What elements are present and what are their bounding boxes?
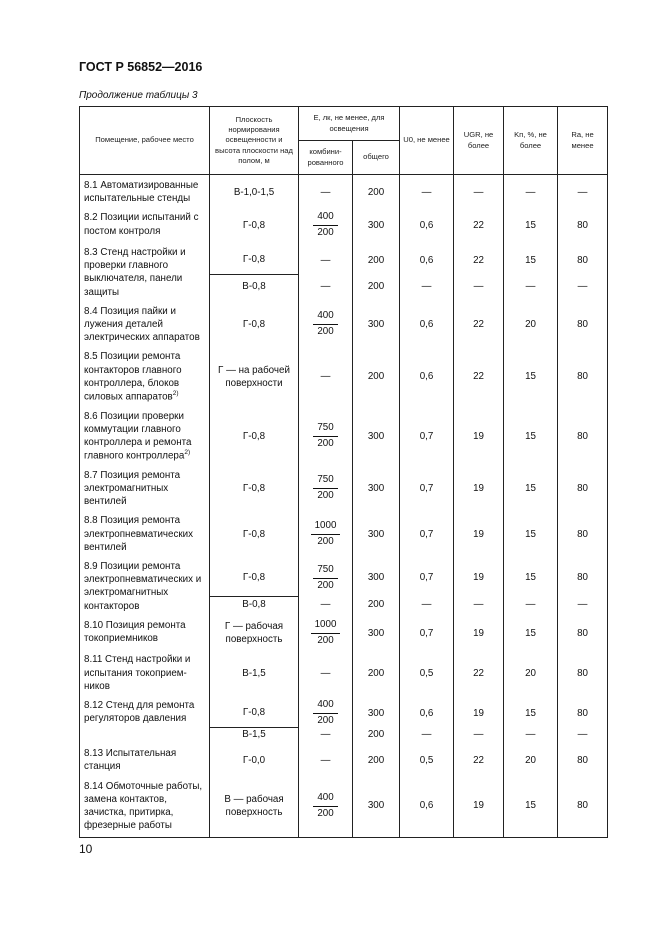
- room-label: 8.4 Позиция пайки и лужения деталей электрических аппаратов: [84, 305, 200, 344]
- cell-general: 300: [353, 774, 400, 837]
- footnote-mark: 2): [184, 449, 191, 457]
- table-row: [80, 647, 608, 693]
- header-general: общего: [353, 141, 400, 175]
- cell-plane: Г-0,8: [210, 205, 299, 239]
- cell-ugr: 22: [454, 741, 504, 773]
- cell-plane: В — рабочая поверхность: [210, 774, 299, 837]
- cell-u0: —: [400, 275, 454, 299]
- cell-combined: —: [299, 596, 353, 613]
- cell-u0: 0,6: [400, 693, 454, 727]
- header-room: Помещение, рабочее место: [80, 107, 210, 175]
- cell-u0: 0,7: [400, 613, 454, 647]
- header-u0: U0, не менее: [400, 107, 454, 175]
- cell-plane: Г-0,8: [210, 240, 299, 275]
- fraction-numerator: 1000: [311, 619, 341, 634]
- cell-plane: Г-0,8: [210, 463, 299, 509]
- cell-kp: 20: [504, 647, 558, 693]
- cell-ugr: 19: [454, 693, 504, 727]
- room-label: 8.13 Испытательная станция: [84, 748, 177, 773]
- cell-ugr: —: [454, 175, 504, 206]
- cell-kp: —: [504, 596, 558, 613]
- header-ugr: UGR, не более: [454, 107, 504, 175]
- cell-ugr: 19: [454, 774, 504, 837]
- cell-ra: 80: [558, 463, 608, 509]
- table-row: [80, 344, 608, 403]
- fraction-numerator: 1000: [311, 520, 341, 535]
- cell-general: 200: [353, 275, 400, 299]
- room-cell: [80, 647, 210, 693]
- table-caption: Продолжение таблицы 3: [79, 90, 198, 101]
- header-plane: Плоскость нормирования освещенности и высота плоскости над полом, м: [210, 107, 299, 175]
- cell-u0: 0,7: [400, 463, 454, 509]
- fraction: [313, 564, 337, 592]
- page-number: 10: [79, 842, 93, 856]
- cell-plane: В-1,5: [210, 728, 299, 742]
- room-cell: [80, 205, 210, 239]
- cell-u0: —: [400, 596, 454, 613]
- cell-kp: 15: [504, 554, 558, 596]
- room-cell: [80, 693, 210, 741]
- cell-plane: В-1,5: [210, 647, 299, 693]
- fraction-denominator: 200: [317, 579, 334, 591]
- cell-kp: 15: [504, 693, 558, 727]
- cell-u0: 0,6: [400, 240, 454, 275]
- fraction: [313, 699, 337, 727]
- cell-ra: 80: [558, 613, 608, 647]
- room-label: 8.14 Обмоточные работы, замена контактов, зачистка, притирка, фрезерные работы: [84, 780, 203, 832]
- cell-kp: 20: [504, 299, 558, 345]
- cell-combined: [299, 693, 353, 727]
- cell-kp: 15: [504, 463, 558, 509]
- cell-general: 200: [353, 596, 400, 613]
- cell-plane: Г — рабочая поверхность: [210, 613, 299, 647]
- table-row: [80, 774, 608, 837]
- room-label: 8.6 Позиции проверки коммутации главного контроллера и ремонта главного контроллера: [84, 410, 192, 462]
- table-row: [80, 554, 608, 596]
- cell-combined: —: [299, 741, 353, 773]
- header-combined: комбини-рованного: [299, 141, 353, 175]
- cell-ugr: —: [454, 275, 504, 299]
- fraction-numerator: 400: [313, 792, 337, 807]
- room-cell: [80, 344, 210, 403]
- table-row: [80, 299, 608, 345]
- cell-kp: 15: [504, 344, 558, 403]
- room-label: 8.12 Стенд для ремонта регуляторов давления: [84, 700, 195, 725]
- fraction-denominator: 200: [317, 437, 334, 449]
- table-row: [80, 741, 608, 773]
- cell-u0: —: [400, 175, 454, 206]
- cell-combined: [299, 205, 353, 239]
- room-cell: [80, 240, 210, 299]
- room-cell: [80, 404, 210, 463]
- cell-kp: 15: [504, 240, 558, 275]
- fraction: [313, 474, 337, 502]
- room-label: 8.10 Позиция ремонта токоприемников: [84, 619, 186, 645]
- cell-u0: 0,7: [400, 508, 454, 554]
- room-cell: [80, 463, 210, 509]
- cell-combined: [299, 404, 353, 463]
- cell-ugr: —: [454, 728, 504, 742]
- cell-kp: 15: [504, 508, 558, 554]
- cell-ra: —: [558, 275, 608, 299]
- cell-general: 300: [353, 554, 400, 596]
- fraction-numerator: 400: [313, 211, 337, 226]
- room-cell: [80, 613, 210, 647]
- cell-plane: Г-0,8: [210, 508, 299, 554]
- cell-ugr: 19: [454, 613, 504, 647]
- cell-kp: —: [504, 275, 558, 299]
- cell-general: 300: [353, 613, 400, 647]
- cell-ugr: 22: [454, 240, 504, 275]
- cell-ra: —: [558, 596, 608, 613]
- header-illuminance: E, лк, не менее, для освещения: [299, 107, 400, 141]
- cell-combined: [299, 613, 353, 647]
- room-cell: [80, 774, 210, 837]
- room-label: 8.9 Позиции ремонта электропневматических и электромагнитных контакторов: [84, 561, 202, 612]
- cell-ra: 80: [558, 693, 608, 727]
- cell-plane: Г-0,8: [210, 554, 299, 596]
- cell-general: 200: [353, 728, 400, 742]
- room-label: 8.3 Стенд настройки и проверки главного выключателя, панели защиты: [84, 246, 186, 298]
- cell-kp: 15: [504, 774, 558, 837]
- cell-general: 200: [353, 175, 400, 206]
- cell-u0: 0,6: [400, 344, 454, 403]
- room-label: 8.7 Позиция ремонта электромагнитных вентилей: [84, 469, 181, 508]
- cell-combined: [299, 299, 353, 345]
- cell-ra: —: [558, 728, 608, 742]
- cell-ra: 80: [558, 404, 608, 463]
- room-cell: [80, 508, 210, 554]
- cell-ugr: 22: [454, 299, 504, 345]
- fraction: [313, 310, 337, 338]
- room-cell: [80, 741, 210, 773]
- room-cell: [80, 554, 210, 613]
- table-row: [80, 508, 608, 554]
- fraction-numerator: 400: [313, 699, 337, 714]
- cell-ugr: 19: [454, 554, 504, 596]
- header-ra: Ra, не менее: [558, 107, 608, 175]
- cell-plane: Г-0,8: [210, 693, 299, 727]
- room-label: 8.8 Позиция ремонта электропневматических вентилей: [84, 515, 194, 553]
- fraction-denominator: 200: [317, 490, 334, 502]
- cell-u0: —: [400, 728, 454, 742]
- table-row: [80, 205, 608, 239]
- cell-kp: 20: [504, 741, 558, 773]
- cell-u0: 0,5: [400, 741, 454, 773]
- fraction-denominator: 200: [317, 634, 334, 646]
- fraction-denominator: 200: [317, 714, 334, 726]
- fraction-numerator: 750: [313, 474, 337, 489]
- cell-combined: [299, 554, 353, 596]
- cell-u0: 0,6: [400, 205, 454, 239]
- cell-ugr: 22: [454, 205, 504, 239]
- cell-combined: —: [299, 728, 353, 742]
- cell-plane: Г-0,0: [210, 741, 299, 773]
- cell-ra: 80: [558, 508, 608, 554]
- cell-u0: 0,7: [400, 404, 454, 463]
- cell-kp: 15: [504, 404, 558, 463]
- fraction-denominator: 200: [317, 807, 334, 819]
- cell-general: 200: [353, 647, 400, 693]
- cell-general: 200: [353, 240, 400, 275]
- cell-ra: 80: [558, 299, 608, 345]
- cell-general: 300: [353, 693, 400, 727]
- room-label: 8.11 Стенд настройки и испытания токоприем-ников: [84, 654, 191, 692]
- fraction-denominator: 200: [317, 535, 334, 547]
- document-title: ГОСТ Р 56852—2016: [79, 60, 203, 74]
- cell-plane: В-0,8: [210, 275, 299, 299]
- cell-u0: 0,5: [400, 647, 454, 693]
- cell-ugr: 19: [454, 463, 504, 509]
- fraction-numerator: 750: [313, 422, 337, 437]
- cell-u0: 0,6: [400, 299, 454, 345]
- cell-ugr: —: [454, 596, 504, 613]
- cell-plane: В-1,0-1,5: [210, 175, 299, 206]
- cell-u0: 0,6: [400, 774, 454, 837]
- cell-combined: [299, 463, 353, 509]
- cell-kp: 15: [504, 613, 558, 647]
- cell-ugr: 22: [454, 344, 504, 403]
- cell-general: 300: [353, 404, 400, 463]
- fraction-denominator: 200: [317, 326, 334, 338]
- table-row: [80, 404, 608, 463]
- fraction: [311, 619, 341, 647]
- cell-kp: —: [504, 728, 558, 742]
- fraction: [313, 211, 337, 239]
- cell-u0: 0,7: [400, 554, 454, 596]
- room-cell: [80, 299, 210, 345]
- room-cell: [80, 175, 210, 206]
- cell-ugr: 22: [454, 647, 504, 693]
- room-label: 8.5 Позиции ремонта контакторов главного контроллера, блоков силовых аппаратов: [84, 351, 182, 403]
- table-row: [80, 693, 608, 727]
- cell-ra: 80: [558, 554, 608, 596]
- cell-combined: [299, 774, 353, 837]
- cell-ra: 80: [558, 774, 608, 837]
- table-row: [80, 463, 608, 509]
- header-kp: Kп, %, не более: [504, 107, 558, 175]
- cell-general: 300: [353, 205, 400, 239]
- fraction: [311, 520, 341, 548]
- cell-plane: Г-0,8: [210, 404, 299, 463]
- cell-general: 300: [353, 299, 400, 345]
- cell-ra: 80: [558, 344, 608, 403]
- fraction: [313, 422, 337, 450]
- cell-ugr: 19: [454, 508, 504, 554]
- cell-kp: —: [504, 175, 558, 206]
- table-row: [80, 240, 608, 275]
- cell-ra: 80: [558, 240, 608, 275]
- cell-general: 300: [353, 463, 400, 509]
- cell-plane: Г — на рабочей поверхности: [210, 344, 299, 403]
- cell-combined: —: [299, 240, 353, 275]
- table-row: [80, 613, 608, 647]
- room-label: 8.2 Позиции испытаний с постом контроля: [84, 212, 199, 237]
- cell-plane: В-0,8: [210, 596, 299, 613]
- cell-combined: —: [299, 175, 353, 206]
- cell-plane: Г-0,8: [210, 299, 299, 345]
- cell-ra: 80: [558, 647, 608, 693]
- cell-general: 200: [353, 741, 400, 773]
- footnote-mark: 2): [172, 390, 179, 398]
- fraction-numerator: 750: [313, 564, 337, 579]
- cell-general: 300: [353, 508, 400, 554]
- cell-combined: —: [299, 647, 353, 693]
- illumination-table: [79, 106, 608, 838]
- cell-ra: —: [558, 175, 608, 206]
- cell-combined: [299, 508, 353, 554]
- cell-combined: —: [299, 344, 353, 403]
- cell-ra: 80: [558, 205, 608, 239]
- cell-combined: —: [299, 275, 353, 299]
- table-row: [80, 175, 608, 206]
- fraction-numerator: 400: [313, 310, 337, 325]
- cell-ugr: 19: [454, 404, 504, 463]
- cell-ra: 80: [558, 741, 608, 773]
- fraction: [313, 792, 337, 820]
- fraction-denominator: 200: [317, 227, 334, 239]
- room-label: 8.1 Автоматизированные испытательные стенды: [84, 180, 199, 205]
- cell-general: 200: [353, 344, 400, 403]
- cell-kp: 15: [504, 205, 558, 239]
